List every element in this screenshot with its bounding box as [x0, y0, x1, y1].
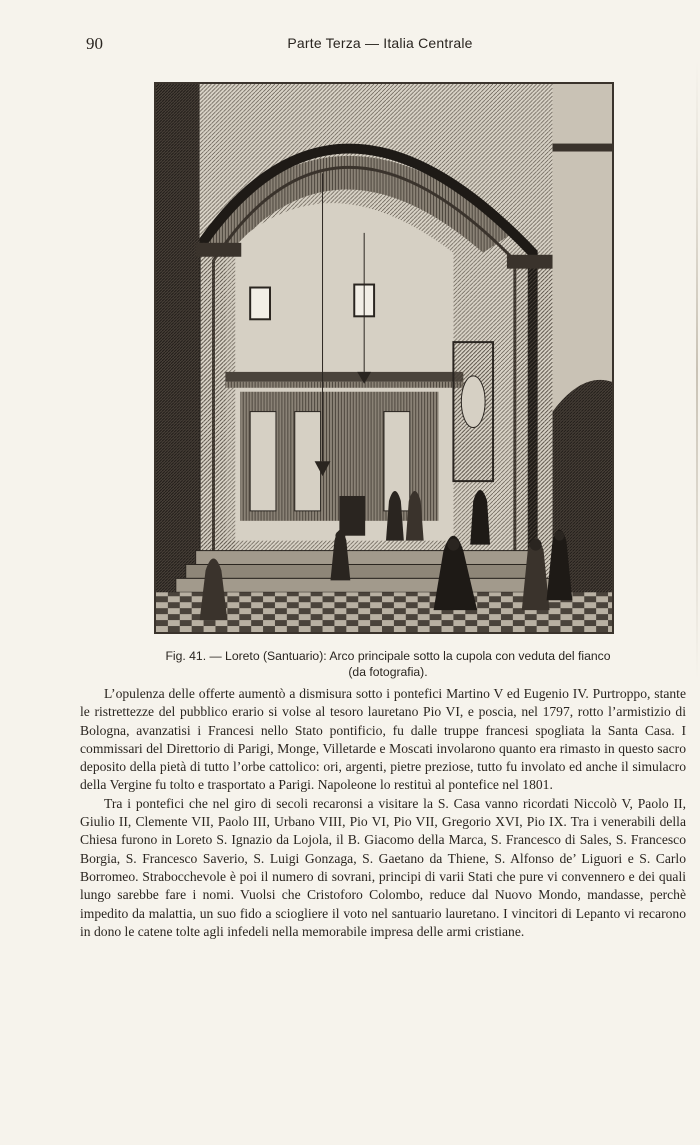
- page-header: [80, 34, 680, 58]
- paragraph: L’opulenza delle offerte aumentò a dismisura sotto i pontefici Martino V ed Eugenio IV. Purtroppo, stante le ristrettezze del pubblico erario si volse al tesoro lauretano Pio VI, e poscia, nel 1797, rotto l’armistizio di Bologna, avanzatisi i Francesi nello Stato pontificio, fu dalle truppe francesi spogliata la Santa Casa. I commissari del Direttorio di Parigi, Monge, Villetarde e Moscati involarono quanto era rimasto in questo sacro deposito della pietà di tutto l’orbe cattolico: ori, argenti, pietre preziose, tutto fu involato ed anche il simulacro della Vergine fu tolto e trasportato a Parigi. Napoleone lo restituì al pontefice nel 1801.: [80, 686, 686, 793]
- page-number: 90: [86, 34, 103, 53]
- paragraph: Tra i pontefici che nel giro di secoli recaronsi a visitare la S. Casa vanno ricordati Niccolò V, Paolo II, Giulio II, Clemente VII, Paolo III, Urbano VIII, Pio VI, Pio VII, Gregorio XVI, Pio IX. Tra i venerabili della Chiesa furono in Loreto S. Ignazio da Lojola, il B. Giacomo della Marca, S. Francesco di Sales, S. Francesco Borgia, S. Francesco Saverio, S. Luigi Gonzaga, S. Gaetano da Thiene, S. Alfonso de’ Liguori e S. Carlo Borromeo. Strabocchevole è poi il numero di sovrani, principi di varii Stati che pure vi convennero e dei quali lungo sarebbe fare i nomi. Vuolsi che Cristoforo Colombo, reduce dal Nuovo Mondo, mandasse, perchè impedito da malattia, un suo fido a sciogliere il voto nel santuario lauretano. I vincitori di Lepanto vi recarono in dono le catene tolte agli infedeli nella memorabile impresa delle armi cristiane.: [80, 795, 686, 939]
- caption-line-2: (da fotografia).: [348, 665, 428, 679]
- page-edge-shadow: [696, 60, 698, 680]
- caption-line-1: Fig. 41. — Loreto (Santuario): Arco principale sotto la cupola con veduta del fianco: [165, 649, 611, 663]
- running-head: Parte Terza — Italia Centrale: [287, 35, 473, 51]
- engraving-illustration: [154, 82, 614, 634]
- engraving-drawing: [156, 84, 612, 632]
- body-text: [80, 685, 686, 941]
- figure-caption: [118, 648, 658, 680]
